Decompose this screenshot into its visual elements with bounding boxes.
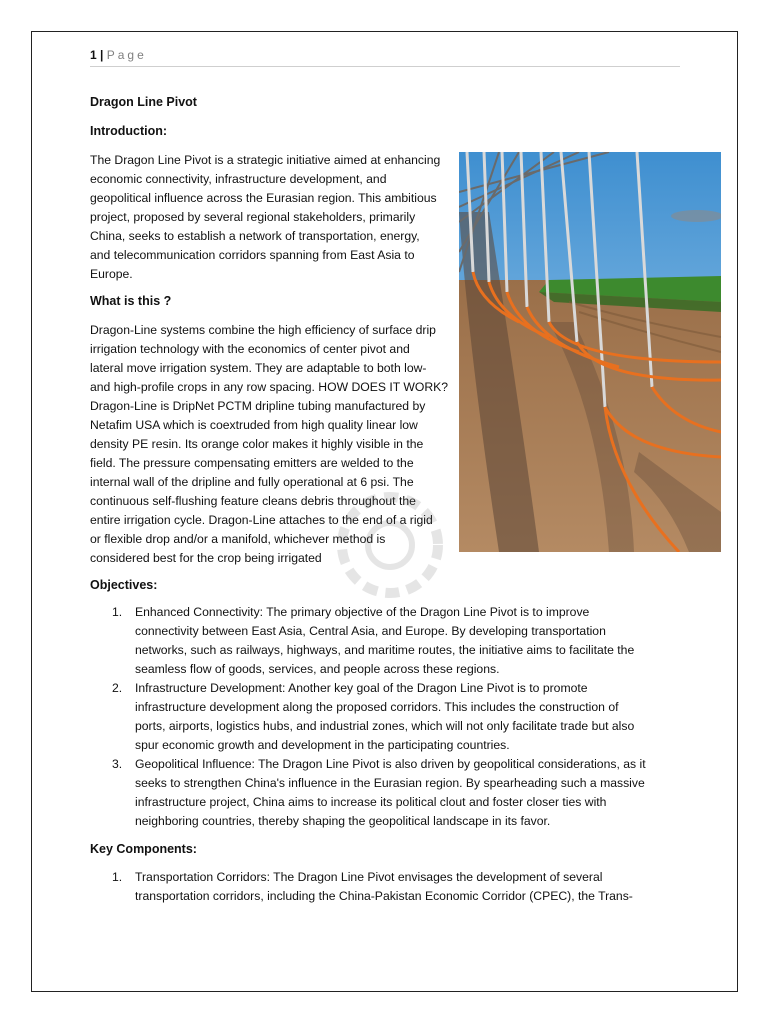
- text-line: Dragon-Line is DripNet PCTM dripline tubing manufactured by: [90, 399, 426, 413]
- text-line: Dragon-Line systems combine the high efficiency of surface drip: [90, 323, 436, 337]
- what-is-this-heading: What is this ?: [90, 294, 172, 308]
- introduction-heading: Introduction:: [90, 124, 168, 138]
- text-line: geopolitical influence across the Eurasian region. This ambitious: [90, 191, 437, 205]
- text-line: Geopolitical Influence: The Dragon Line Pivot is also driven by geopolitical considerations, as it: [135, 757, 646, 771]
- text-line: infrastructure development along the proposed corridors. This includes the construction of: [135, 700, 619, 714]
- text-line: transportation corridors, including the China-Pakistan Economic Corridor (CPEC), the Trans-: [135, 889, 633, 903]
- page-header: [90, 48, 680, 67]
- list-item: [90, 679, 646, 755]
- text-line: lateral move irrigation system. They are adaptable to both low-: [90, 361, 427, 375]
- text-line: neighboring countries, thereby shaping the geopolitical landscape in its favor.: [135, 814, 551, 828]
- dripline-pivot-illustration: [459, 152, 721, 552]
- text-line: infrastructure project, China aims to increase its political clout and foster closer ties with: [135, 795, 607, 809]
- text-line: field. The pressure compensating emitters are welded to the: [90, 456, 414, 470]
- text-line: economic connectivity, infrastructure development, and: [90, 172, 387, 186]
- text-line: Europe.: [90, 267, 133, 281]
- document-title: Dragon Line Pivot: [90, 95, 197, 109]
- text-line: connectivity between East Asia, Central Asia, and Europe. By developing transportation: [135, 624, 606, 638]
- objectives-heading: Objectives:: [90, 578, 158, 592]
- text-line: seeks to strengthen China's influence in the Eurasian region. By spearheading such a massive: [135, 776, 645, 790]
- text-line: Enhanced Connectivity: The primary objective of the Dragon Line Pivot is to improve: [135, 605, 590, 619]
- list-number: 1.: [112, 870, 123, 884]
- text-line: The Dragon Line Pivot is a strategic initiative aimed at enhancing: [90, 153, 441, 167]
- text-line: or flexible drop and/or a manifold, whichever method is: [90, 532, 386, 546]
- page-word: Page: [106, 48, 147, 62]
- text-line: spur economic growth and development in the participating countries.: [135, 738, 510, 752]
- introduction-paragraph: [90, 151, 440, 284]
- text-line: networks, such as railways, highways, and maritime routes, the initiative aims to facilitate the: [135, 643, 635, 657]
- key-components-list: [90, 868, 633, 906]
- text-line: Infrastructure Development: Another key goal of the Dragon Line Pivot is to promote: [135, 681, 588, 695]
- text-line: continuous self-flushing feature cleans debris throughout the: [90, 494, 416, 508]
- watermark-seal: [300, 470, 480, 620]
- list-number: 3.: [112, 757, 123, 771]
- list-item: [90, 755, 646, 831]
- text-line: entire irrigation cycle. Dragon-Line attaches to the end of a rigid: [90, 513, 433, 527]
- text-line: density PE resin. Its orange color makes it highly visible in the: [90, 437, 424, 451]
- list-number: 1.: [112, 605, 123, 619]
- text-line: China, seeks to establish a network of transportation, energy,: [90, 229, 420, 243]
- text-line: Transportation Corridors: The Dragon Line Pivot envisages the development of several: [135, 870, 603, 884]
- text-line: internal wall of the dripline and fully operational at 6 psi. The: [90, 475, 414, 489]
- text-line: seamless flow of goods, services, and people across these regions.: [135, 662, 500, 676]
- text-line: project, proposed by several regional stakeholders, primarily: [90, 210, 416, 224]
- objectives-list: [90, 603, 646, 831]
- text-line: and high-profile crops in any row spacing. HOW DOES IT WORK?: [90, 380, 449, 394]
- page-separator: |: [100, 48, 104, 62]
- text-line: irrigation technology with the economics of center pivot and: [90, 342, 410, 356]
- key-components-heading: Key Components:: [90, 842, 197, 856]
- text-line: considered best for the crop being irrigated: [90, 551, 322, 565]
- list-item: [90, 868, 633, 906]
- text-line: and telecommunication corridors spanning from East Asia to: [90, 248, 415, 262]
- list-item: [90, 603, 646, 679]
- text-line: ports, airports, logistics hubs, and industrial zones, which will not only facilitate trade but also: [135, 719, 635, 733]
- list-number: 2.: [112, 681, 123, 695]
- page-number: 1: [90, 48, 97, 62]
- text-line: Netafim USA which is coextruded from high quality linear low: [90, 418, 418, 432]
